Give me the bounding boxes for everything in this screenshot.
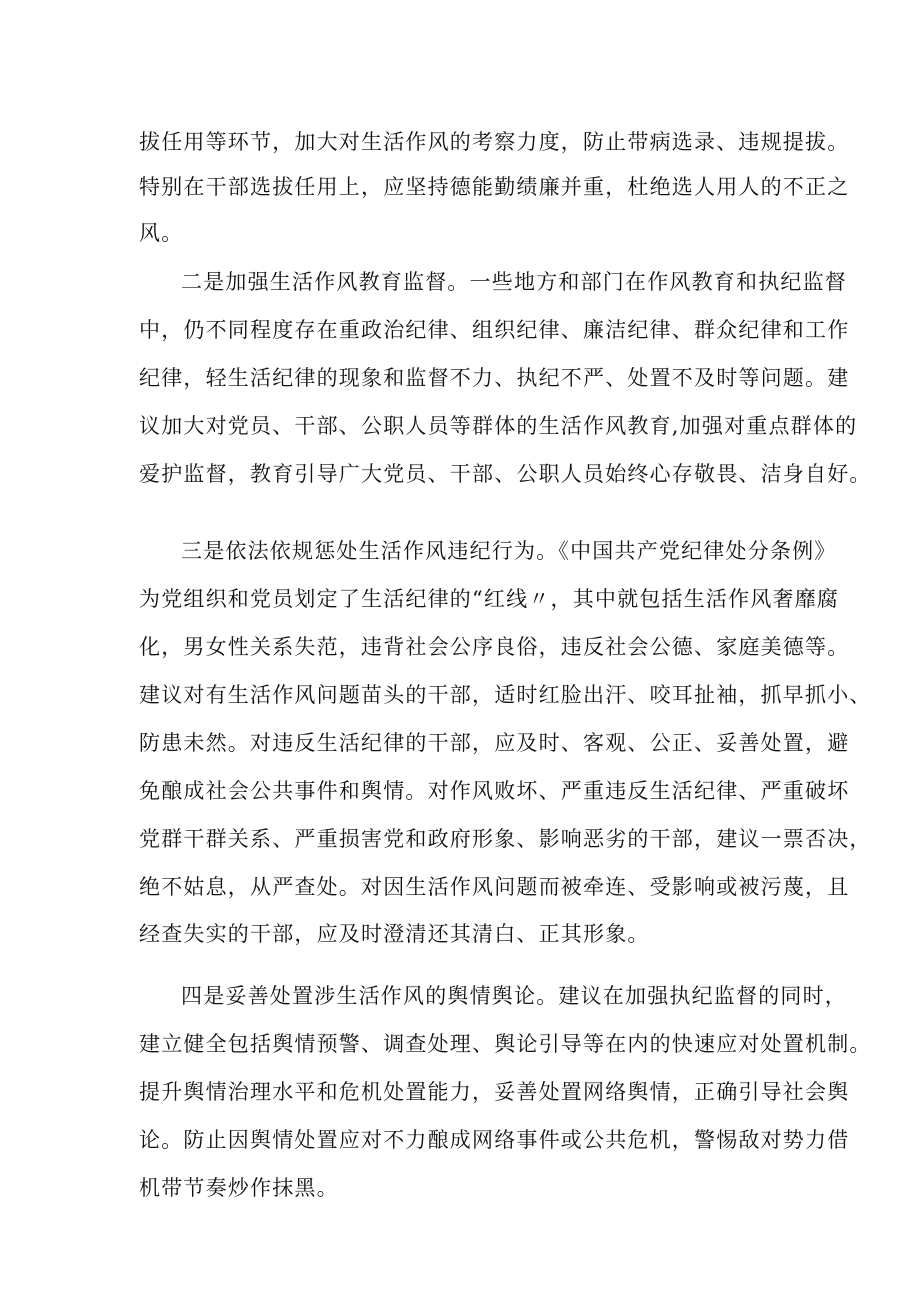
text-line: 拔任用等环节，加大对生活作风的考察力度，防止带病选录、违规提拔。: [139, 130, 850, 154]
text-line: 化，男女性关系失范，违背社会公序良俗，违反社会公德、家庭美德等。: [139, 635, 850, 659]
text-line: 特别在干部选拔任用上，应坚持德能勤绩廉并重，杜绝选人用人的不正之: [139, 175, 850, 199]
text-line: 爱护监督，教育引导广大党员、干部、公职人员始终心存敬畏、洁身自好。: [139, 462, 872, 486]
text-line: 机带节奏炒作抹黑。: [139, 1176, 339, 1200]
text-line: 风。: [139, 221, 184, 245]
paragraph-4-first-line: 四是妥善处置涉生活作风的舆情舆论。建议在加强执纪监督的同时，: [181, 984, 847, 1008]
paragraph-3-first-line: 三是依法依规惩处生活作风违纪行为。《中国共产党纪律处分条例》: [181, 539, 837, 563]
text-line: 免酿成社会公共事件和舆情。对作风败坏、严重违反生活纪律、严重破坏: [139, 779, 850, 803]
text-line: 绝不姑息，从严查处。对因生活作风问题而被牵连、受影响或被污蔑，且: [139, 875, 850, 899]
text-line: 为党组织和党员划定了生活纪律的“红线〃，其中就包括生活作风奢靡腐: [139, 587, 840, 611]
paragraph-2-first-line: 二是加强生活作风教育监督。一些地方和部门在作风教育和执纪监督: [181, 270, 847, 294]
text-line: 建立健全包括舆情预警、调查处理、舆论引导等在内的快速应对处置机制。: [139, 1032, 872, 1056]
text-line: 议加大对党员、干部、公职人员等群体的生活作风教育,加强对重点群体的: [139, 414, 858, 438]
text-line: 党群干群关系、严重损害党和政府形象、影响恶劣的干部，建议一票否决，: [139, 827, 872, 851]
text-line: 论。防止因舆情处置应对不力酿成网络事件或公共危机，警惕敌对势力借: [139, 1128, 850, 1152]
text-line: 纪律，轻生活纪律的现象和监督不力、执纪不严、处置不及时等问题。建: [139, 366, 850, 390]
text-line: 中，仍不同程度存在重政治纪律、组织纪律、廉洁纪律、群众纪律和工作: [139, 318, 850, 342]
text-line: 防患未然。对违反生活纪律的干部，应及时、客观、公正、妥善处置，避: [139, 731, 850, 755]
text-line: 建议对有生活作风问题苗头的干部，适时红脸出汗、咬耳扯袖，抓早抓小、: [139, 683, 872, 707]
text-line: 提升舆情治理水平和危机处置能力，妥善处置网络舆情，正确引导社会舆: [139, 1080, 850, 1104]
text-line: 经查失实的干部，应及时澄清还其清白、正其形象。: [139, 922, 650, 946]
